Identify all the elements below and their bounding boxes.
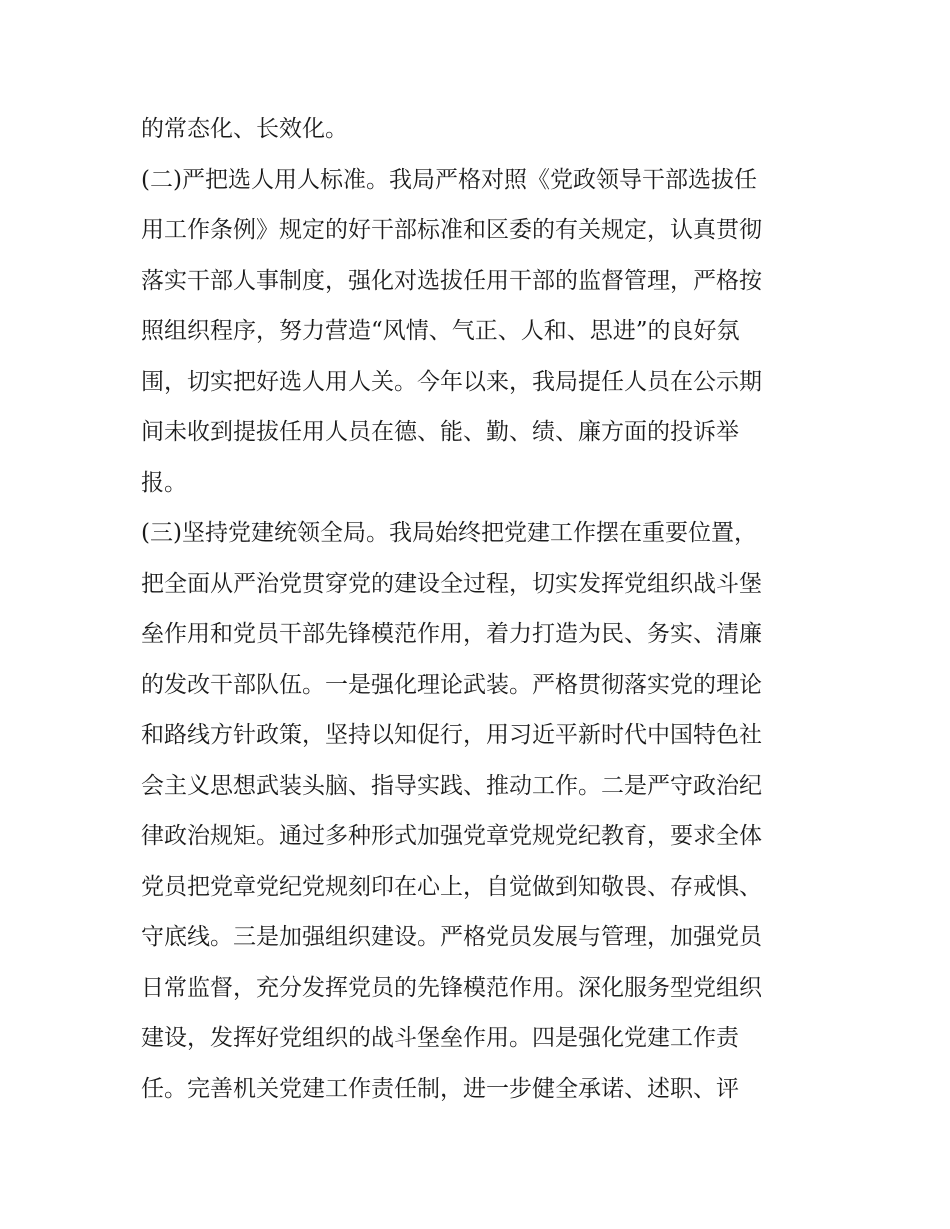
text-line: 党员把党章党纪党规刻印在心上，自觉做到知敬畏、存戒惧、 [141, 873, 762, 900]
text-line: 用工作条例》规定的好干部标准和区委的有关规定，认真贯彻 [141, 217, 762, 243]
text-line: 报。 [141, 469, 187, 496]
text-line: (二)严把选人用人标准。我局严格对照《党政领导干部选拔任 [141, 166, 757, 193]
text-line: 日常监督，充分发挥党员的先锋模范作用。深化服务型党组织 [141, 974, 762, 1001]
text-line: 任。完善机关党建工作责任制，进一步健全承诺、述职、评 [141, 1075, 739, 1102]
text-line: (三)坚持党建统领全局。我局始终把党建工作摆在重要位置， [141, 520, 757, 546]
text-line: 垒作用和党员干部先锋模范作用，着力打造为民、务实、清廉 [141, 621, 762, 647]
text-line: 守底线。三是加强组织建设。严格党员发展与管理，加强党员 [141, 924, 762, 950]
text-line: 间未收到提拔任用人员在德、能、勤、绩、廉方面的投诉举 [141, 419, 739, 445]
text-line: 和路线方针政策，坚持以知促行，用习近平新时代中国特色社 [141, 722, 762, 748]
text-line: 围，切实把好选人用人关。今年以来，我局提任人员在公示期 [141, 368, 762, 395]
body-text [141, 104, 821, 1114]
text-line: 落实干部人事制度，强化对选拔任用干部的监督管理，严格按 [141, 267, 762, 294]
text-line: 律政治规矩。通过多种形式加强党章党规党纪教育，要求全体 [141, 823, 762, 849]
text-line: 把全面从严治党贯穿党的建设全过程，切实发挥党组织战斗堡 [141, 570, 762, 597]
text-line: 会主义思想武装头脑、指导实践、推动工作。二是严守政治纪 [141, 772, 762, 799]
text-line: 的常态化、长效化。 [141, 116, 348, 142]
text-line: 的发改干部队伍。一是强化理论武装。严格贯彻落实党的理论 [141, 671, 762, 698]
text-line: 建设，发挥好党组织的战斗堡垒作用。四是强化党建工作责 [141, 1025, 739, 1051]
text-line: 照组织程序，努力营造“风情、气正、人和、思进”的良好氛 [141, 318, 740, 344]
